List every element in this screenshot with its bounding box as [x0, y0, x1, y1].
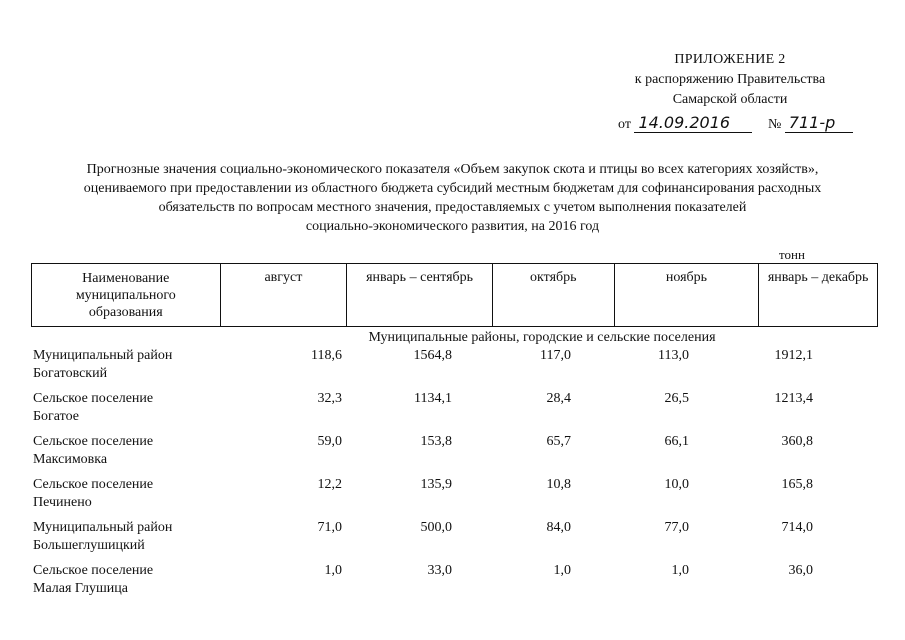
cell-august: 59,0 — [317, 434, 342, 449]
section-title: Муниципальные районы, городские и сельские поселения — [368, 330, 716, 345]
appendix-title: ПРИЛОЖЕНИЕ 2 — [674, 52, 786, 67]
row-name-line-1: Сельское поселение — [33, 563, 154, 578]
row-name-line-2: Максимовка — [33, 452, 108, 467]
row-name-line-1: Муниципальный район — [33, 348, 173, 363]
cell-jan-sep: 135,9 — [420, 477, 452, 492]
row-name-line-2: Богатое — [33, 409, 79, 424]
cell-jan-sep: 33,0 — [427, 563, 452, 578]
row-name — [31, 390, 219, 433]
appendix-block — [600, 50, 860, 110]
cell-november: 77,0 — [664, 520, 689, 535]
cell-jan-dec: 1213,4 — [774, 391, 813, 406]
heading-line-3: обязательств по вопросам местного значения, предоставляемых с учетом выполнения показателей — [158, 200, 747, 215]
row-name — [31, 519, 219, 562]
table-row — [31, 476, 878, 519]
header-october: октябрь — [492, 264, 614, 326]
header-name — [32, 264, 220, 326]
cell-november: 113,0 — [658, 348, 689, 363]
cell-october: 28,4 — [546, 391, 571, 406]
row-name-line-2: Печинено — [33, 495, 92, 510]
header-november: ноябрь — [614, 264, 759, 326]
row-name-line-1: Муниципальный район — [33, 520, 173, 535]
cell-october: 117,0 — [540, 348, 571, 363]
cell-august: 1,0 — [324, 563, 342, 578]
table-row — [31, 562, 878, 605]
cell-jan-dec: 165,8 — [781, 477, 813, 492]
table-row — [31, 390, 878, 433]
row-name-line-1: Сельское поселение — [33, 391, 154, 406]
header-name-line-2: муниципального — [75, 288, 176, 303]
order-reference — [618, 114, 868, 133]
row-name — [31, 433, 219, 476]
heading-line-4: социально-экономического развития, на 2016 год — [305, 219, 600, 234]
data-table — [31, 263, 878, 605]
row-name-line-1: Сельское поселение — [33, 434, 154, 449]
appendix-line-1: к распоряжению Правительства — [634, 72, 826, 87]
document-heading — [30, 160, 875, 236]
cell-november: 1,0 — [671, 563, 689, 578]
header-august: август — [220, 264, 347, 326]
table-row — [31, 347, 878, 390]
cell-november: 10,0 — [664, 477, 689, 492]
order-number: 711-р — [785, 114, 853, 133]
cell-jan-sep: 153,8 — [420, 434, 452, 449]
row-name — [31, 476, 219, 519]
cell-august: 71,0 — [317, 520, 342, 535]
cell-jan-dec: 714,0 — [781, 520, 813, 535]
cell-november: 66,1 — [664, 434, 689, 449]
cell-august: 12,2 — [317, 477, 342, 492]
cell-jan-dec: 36,0 — [788, 563, 813, 578]
cell-august: 32,3 — [317, 391, 342, 406]
row-name — [31, 562, 219, 605]
cell-jan-sep: 500,0 — [420, 520, 452, 535]
cell-october: 1,0 — [553, 563, 571, 578]
cell-jan-sep: 1564,8 — [413, 348, 452, 363]
row-name-line-2: Богатовский — [33, 366, 108, 381]
cell-jan-dec: 1912,1 — [774, 348, 813, 363]
header-name-line-3: образования — [88, 305, 163, 320]
unit-label: тонн — [779, 247, 805, 262]
table-header — [31, 263, 878, 327]
cell-october: 65,7 — [546, 434, 571, 449]
number-label: № — [767, 117, 782, 132]
header-jan-dec: январь – декабрь — [758, 264, 877, 326]
cell-october: 84,0 — [546, 520, 571, 535]
header-name-line-1: Наименование — [82, 271, 170, 286]
row-name-line-2: Малая Глушица — [33, 581, 128, 596]
row-name — [31, 347, 219, 390]
order-date: 14.09.2016 — [634, 114, 752, 133]
row-name-line-2: Большеглушицкий — [33, 538, 145, 553]
heading-line-1: Прогнозные значения социально-экономического показателя «Объем закупок скота и птицы во всех категориях хозяйств», — [86, 162, 819, 177]
cell-jan-dec: 360,8 — [781, 434, 813, 449]
header-jan-sep: январь – сентябрь — [346, 264, 492, 326]
cell-jan-sep: 1134,1 — [414, 391, 452, 406]
cell-august: 118,6 — [311, 348, 342, 363]
appendix-line-2: Самарской области — [672, 92, 788, 107]
cell-october: 10,8 — [546, 477, 571, 492]
row-name-line-1: Сельское поселение — [33, 477, 154, 492]
cell-november: 26,5 — [664, 391, 689, 406]
table-row — [31, 519, 878, 562]
table-row — [31, 433, 878, 476]
from-label: от — [618, 117, 631, 132]
heading-line-2: оцениваемого при предоставлении из областного бюджета субсидий местным бюджетам для софинансирования расходных — [83, 181, 822, 196]
